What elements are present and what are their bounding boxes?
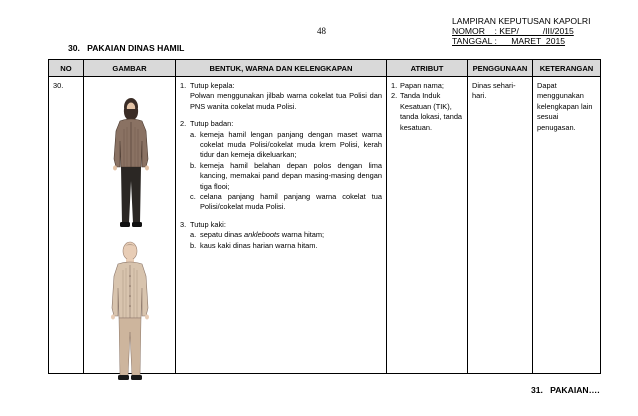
bodywear-sub-a: a. kemeja hamil lengan panjang dengan maset warna cokelat muda Polisi/cokelat muda krem Polisi, kerah tidur dan kemeja dikeluarkan; — [190, 129, 382, 160]
headwear-text: Polwan menggunakan jilbab warna cokelat tua Polisi dan PNS wanita cokelat muda Polisi. — [190, 91, 382, 111]
desc-item-footwear: 3. Tutup kaki: a. sepatu dinas ankleboots warna hitam; b. kaus kaki dinas harian warna hitam. — [180, 220, 382, 251]
atribut-item: 1. Papan nama; — [391, 81, 444, 90]
section-title: 30. PAKAIAN DINAS HAMIL — [68, 43, 185, 53]
lampiran-nomor: NOMOR : KEP/ /III/2015 — [452, 26, 574, 37]
lampiran-title: LAMPIRAN KEPUTUSAN KAPOLRI — [452, 16, 591, 26]
keterangan-cell: Dapat menggunakan kelengkapan lain sesuai penugasan. — [533, 77, 601, 374]
desc-item-bodywear: 2. Tutup badan: a. kemeja hamil lengan panjang dengan maset warna cokelat muda Polisi/cokelat muda krem Polisi, kerah tidur dan kemeja dikeluarkan; b. kemeja hamil belahan depan polos dengan lima kancing, memakai pand depan masing-masing dengan tiga flooi; c. celana panjang hamil panjang warna cokelat tua Polisi/cokelat muda Polisi. — [180, 119, 382, 212]
row-number: 30. — [49, 77, 84, 374]
header-no: NO — [49, 60, 84, 77]
lampiran-header — [452, 16, 591, 47]
next-section-footer: 31. PAKAIAN…. — [531, 385, 600, 395]
header-keterangan: KETERANGAN — [533, 60, 601, 77]
header-atribut: ATRIBUT — [387, 60, 468, 77]
header-gambar: GAMBAR — [84, 60, 176, 77]
bodywear-title: Tutup badan: — [190, 119, 234, 129]
maternity-uniform-light-illustration — [108, 240, 152, 384]
atribut-cell — [387, 77, 468, 374]
bodywear-sub-b: b. kemeja hamil belahan depan polos dengan lima kancing, memakai pand depan masing-masing dengan tiga flooi; — [190, 160, 382, 191]
description-cell — [176, 77, 387, 374]
uniform-illustrations — [84, 77, 176, 374]
header-bentuk: BENTUK, WARNA DAN KELENGKAPAN — [176, 60, 387, 77]
penggunaan-cell: Dinas sehari-hari. — [468, 77, 533, 374]
bodywear-sub-c: c. celana panjang hamil panjang warna cokelat tua Polisi/cokelat muda Polisi. — [190, 192, 382, 212]
header-penggunaan: PENGGUNAAN — [468, 60, 533, 77]
footwear-sub-a: a. sepatu dinas ankleboots warna hitam; — [190, 230, 325, 240]
footwear-title: Tutup kaki: — [190, 219, 226, 229]
desc-item-headwear: 1. Tutup kepala: Polwan menggunakan jilbab warna cokelat tua Polisi dan PNS wanita cokelat muda Polisi. — [180, 81, 382, 111]
maternity-uniform-dark-illustration — [110, 97, 152, 231]
page-number: 48 — [317, 26, 326, 36]
lampiran-tanggal: TANGGAL : MARET 2015 — [452, 36, 566, 47]
table-header-row — [49, 60, 601, 77]
headwear-title: Tutup kepala: — [190, 81, 235, 90]
table-row — [49, 77, 601, 374]
footwear-sub-b: b. kaus kaki dinas harian warna hitam. — [190, 240, 318, 250]
uniform-table — [48, 59, 601, 374]
atribut-item: 2. Tanda Induk Kesatuan (TIK), tanda lokasi, tanda kesatuan. — [391, 91, 463, 132]
